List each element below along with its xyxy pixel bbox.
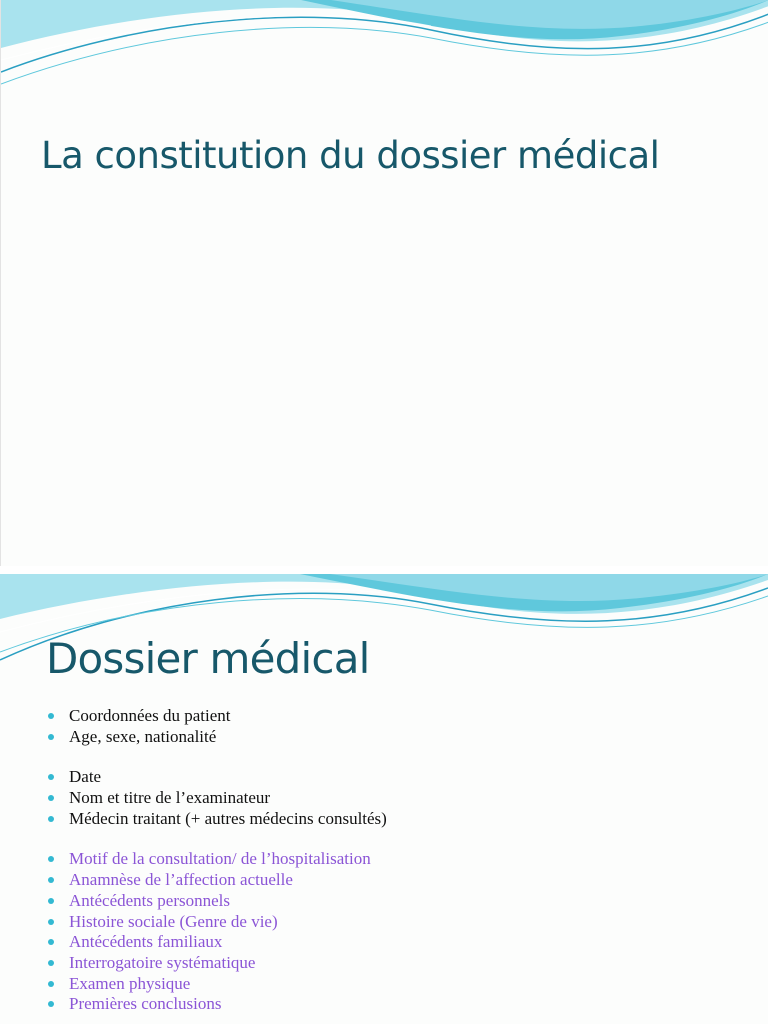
wave-banner: [1, 0, 768, 95]
list-item-text: Antécédents familiaux: [69, 932, 223, 952]
list-item: [48, 994, 387, 1015]
slide-2-title: Dossier médical: [46, 634, 370, 683]
slide-2: [0, 574, 768, 1024]
list-item: [48, 891, 387, 912]
bullet-icon: [48, 816, 54, 822]
bullet-icon: [48, 774, 54, 780]
bullet-icon: [48, 960, 54, 966]
list-item: [48, 912, 387, 933]
bullet-group-2: [48, 767, 387, 829]
list-item-text: Motif de la consultation/ de l’hospitalisation: [69, 849, 371, 869]
list-item-text: Examen physique: [69, 973, 191, 993]
slide-1-title: La constitution du dossier médical: [41, 134, 660, 177]
bullet-icon: [48, 795, 54, 801]
list-item-text: Interrogatoire systématique: [69, 952, 256, 972]
bullet-icon: [48, 856, 54, 862]
list-item-text: Antécédents personnels: [69, 890, 230, 910]
list-item-text: Nom et titre de l’examinateur: [69, 788, 271, 808]
bullet-list: [48, 706, 387, 1015]
bullet-group-3: [48, 849, 387, 1015]
list-item: [48, 706, 387, 727]
list-item: [48, 767, 387, 788]
list-item: [48, 932, 387, 953]
bullet-icon: [48, 939, 54, 945]
list-item: [48, 727, 387, 748]
list-item-text: Médecin traitant (+ autres médecins consultés): [69, 808, 387, 828]
list-item: [48, 809, 387, 830]
list-item: [48, 849, 387, 870]
bullet-group-1: [48, 706, 387, 747]
list-item-text: Date: [69, 767, 102, 787]
list-item: [48, 974, 387, 995]
bullet-icon: [48, 981, 54, 987]
list-item-text: Coordonnées du patient: [69, 706, 231, 725]
bullet-icon: [48, 898, 54, 904]
list-item-text: Premières conclusions: [69, 994, 222, 1014]
list-item: [48, 788, 387, 809]
list-item-text: Age, sexe, nationalité: [69, 726, 217, 746]
list-item-text: Anamnèse de l’affection actuelle: [69, 870, 293, 890]
list-item: [48, 953, 387, 974]
list-item-text: Histoire sociale (Genre de vie): [69, 911, 278, 931]
bullet-icon: [48, 919, 54, 925]
list-item: [48, 870, 387, 891]
bullet-icon: [48, 734, 54, 740]
bullet-icon: [48, 877, 54, 883]
bullet-icon: [48, 713, 54, 719]
bullet-icon: [48, 1001, 54, 1007]
